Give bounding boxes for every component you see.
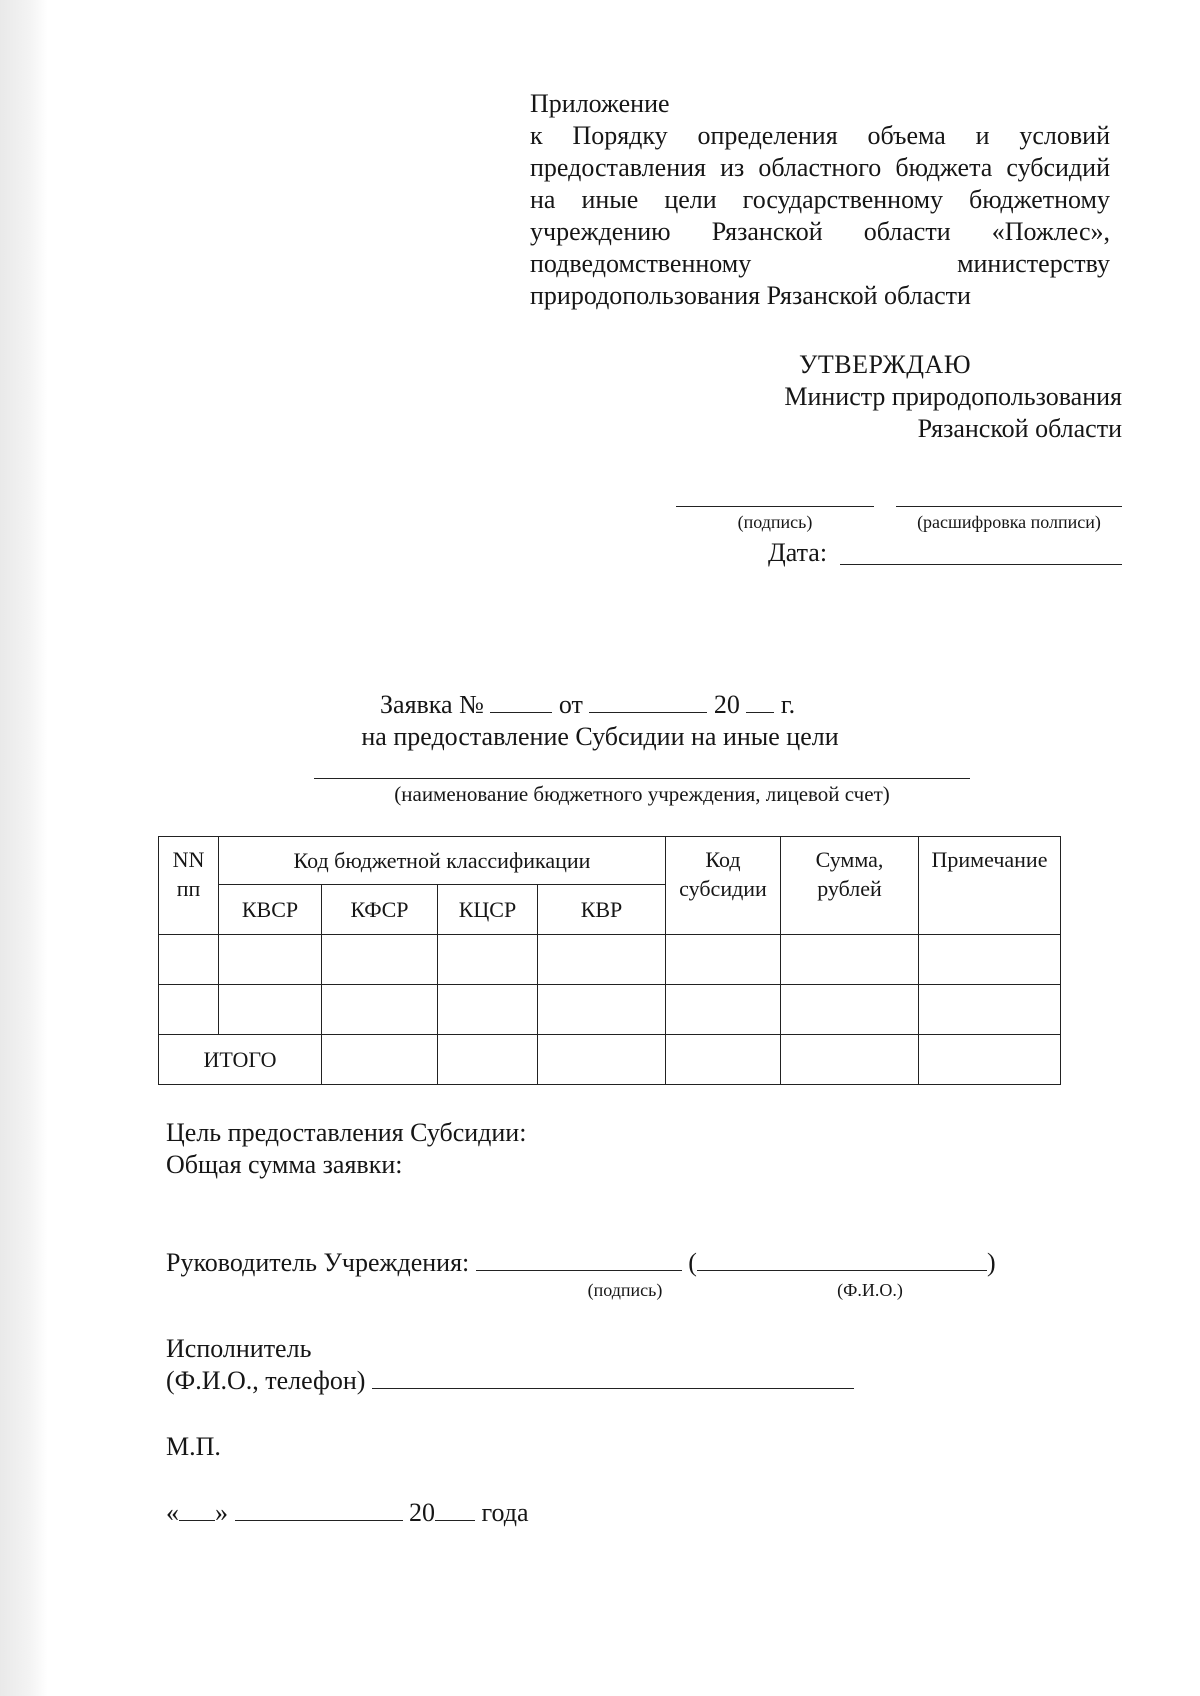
date-day-line[interactable] [179, 1498, 215, 1521]
request-date-line[interactable] [589, 690, 707, 713]
approval-position: Министр природопользования [784, 382, 1122, 411]
appendix-block [530, 88, 1110, 312]
head-name-caption: (Ф.И.О.) [837, 1280, 903, 1300]
head-signature-line[interactable] [476, 1248, 682, 1271]
table-row [159, 935, 1061, 985]
table-cell[interactable] [666, 935, 781, 985]
table-cell[interactable] [438, 985, 538, 1035]
executor-contact-line[interactable] [372, 1366, 854, 1389]
table-cell[interactable] [538, 985, 666, 1035]
head-paren-close: ) [986, 1248, 996, 1277]
table-cell[interactable] [666, 1035, 781, 1085]
approval-date-label: Дата: [768, 538, 828, 567]
institution-name-line[interactable] [314, 778, 970, 779]
header-nn: NN пп [159, 837, 219, 935]
request-heading [380, 690, 795, 720]
purpose-label: Цель предоставления Субсидии: [166, 1118, 527, 1147]
table-cell[interactable] [919, 985, 1061, 1035]
header-kvsr: КВСР [219, 885, 322, 935]
table-cell[interactable] [322, 985, 438, 1035]
date-year-line[interactable] [435, 1498, 475, 1521]
table-cell[interactable] [159, 935, 219, 985]
header-sum: Сумма, рублей [781, 837, 919, 935]
request-year-suffix: г. [780, 690, 796, 719]
budget-table [158, 836, 1061, 1085]
table-cell[interactable] [781, 1035, 919, 1085]
head-label: Руководитель Учреждения: [166, 1248, 470, 1277]
head-signature-caption: (подпись) [587, 1280, 663, 1300]
request-number-line[interactable] [490, 690, 552, 713]
table-cell[interactable] [438, 1035, 538, 1085]
date-month-line[interactable] [235, 1498, 403, 1521]
header-kcsr: КЦСР [438, 885, 538, 935]
stamp-label: М.П. [166, 1432, 221, 1461]
request-from-word: от [558, 690, 583, 719]
approval-title: УТВЕРЖДАЮ [798, 350, 972, 379]
executor-contact-label: (Ф.И.О., телефон) [166, 1366, 366, 1395]
request-year-prefix: 20 [713, 690, 740, 719]
approval-signature-line[interactable] [676, 506, 874, 507]
header-subsidy-code: Код субсидии [666, 837, 781, 935]
table-cell[interactable] [438, 935, 538, 985]
approval-signature-caption: (подпись) [737, 512, 813, 532]
appendix-body: к Порядку определения объема и условий предоставления из областного бюджета субсидий на иные цели государственному бюджетному учреждению Рязанской области «Пожлес», подведомственному министерству природопользования Рязанской области [530, 121, 1110, 310]
date-quote-open: « [166, 1498, 179, 1527]
head-row [166, 1248, 996, 1278]
approval-region: Рязанской области [917, 414, 1122, 443]
table-cell[interactable] [666, 985, 781, 1035]
approval-date-line[interactable] [840, 564, 1122, 565]
approval-decoding-line[interactable] [896, 506, 1122, 507]
institution-caption: (наименование бюджетного учреждения, лицевой счет) [394, 782, 890, 806]
table-cell[interactable] [781, 935, 919, 985]
executor-label: Исполнитель [166, 1334, 312, 1363]
total-label: ИТОГО [159, 1035, 322, 1085]
table-cell[interactable] [781, 985, 919, 1035]
table-row [159, 985, 1061, 1035]
header-kvr: КВР [538, 885, 666, 935]
bottom-date-row [166, 1498, 529, 1528]
table-cell[interactable] [322, 935, 438, 985]
head-paren-open: ( [688, 1248, 697, 1277]
table-cell[interactable] [219, 985, 322, 1035]
date-quote-close: » [215, 1498, 228, 1527]
header-note: Примечание [919, 837, 1061, 935]
request-year-line[interactable] [746, 690, 774, 713]
table-cell[interactable] [322, 1035, 438, 1085]
request-subtitle: на предоставление Субсидии на иные цели [361, 722, 839, 751]
date-year-prefix: 20 [409, 1498, 435, 1527]
executor-row [166, 1366, 854, 1396]
scan-edge-shadow [0, 0, 48, 1696]
head-name-line[interactable] [697, 1248, 987, 1271]
header-budget-code: Код бюджетной классификации [219, 837, 666, 885]
table-cell[interactable] [919, 1035, 1061, 1085]
table-cell[interactable] [219, 935, 322, 985]
appendix-title: Приложение [530, 89, 670, 118]
header-kfsr: КФСР [322, 885, 438, 935]
table-cell[interactable] [919, 935, 1061, 985]
table-cell[interactable] [159, 985, 219, 1035]
table-cell[interactable] [538, 1035, 666, 1085]
total-sum-label: Общая сумма заявки: [166, 1150, 403, 1179]
approval-decoding-caption: (расшифровка полписи) [917, 512, 1101, 532]
table-cell[interactable] [538, 935, 666, 985]
date-year-suffix: года [481, 1498, 529, 1527]
request-number-label: Заявка № [380, 690, 484, 719]
total-row [159, 1035, 1061, 1085]
